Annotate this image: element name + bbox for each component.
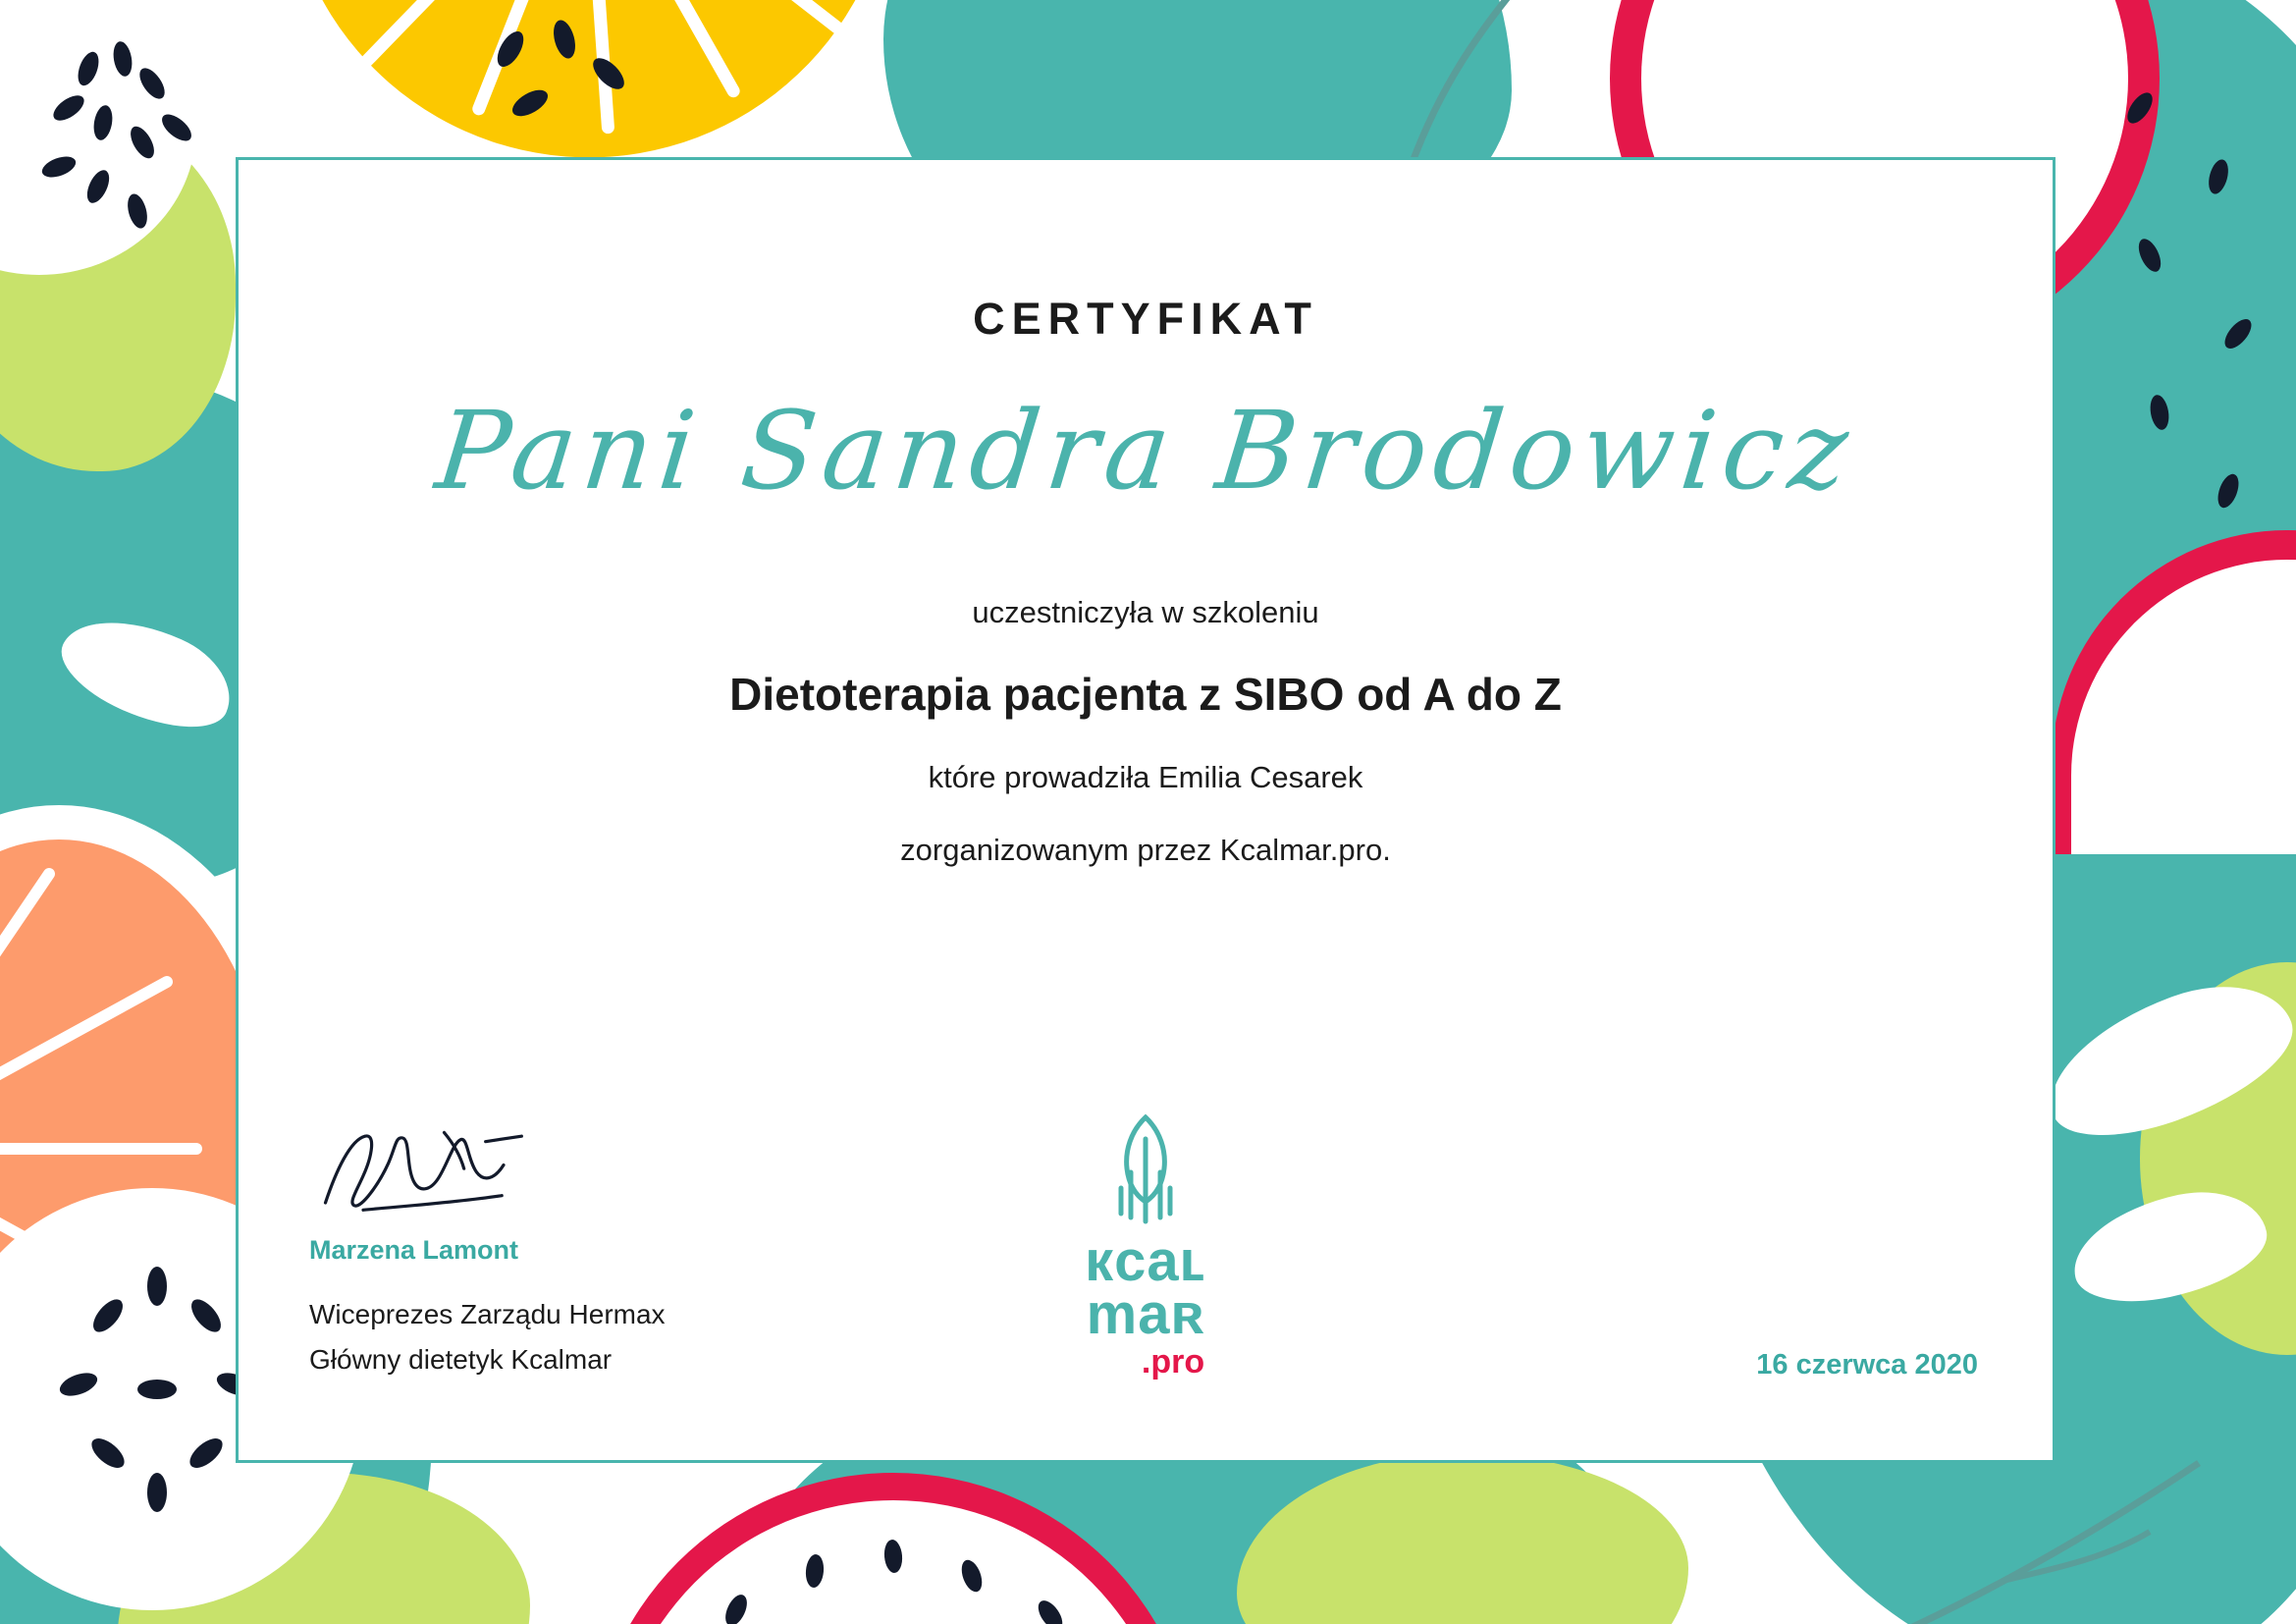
certificate-card	[236, 157, 2056, 1463]
certificate-card-inner	[239, 160, 2053, 1460]
kcalmar-logo-suffix: .pro	[1141, 1343, 1205, 1380]
participation-line: uczestniczyła w szkoleniu	[972, 595, 1319, 629]
course-title: Dietoterapia pacjenta z SIBO od A do Z	[729, 669, 1562, 720]
trainer-line: które prowadziła Emilia Cesarek	[928, 760, 1363, 794]
recipient-name: Pani Sandra Brodowicz	[430, 388, 1861, 514]
kcalmar-logo-line-2: maʀ	[1086, 1281, 1205, 1346]
organizer-line: zorganizowanym przez Kcalmar.pro.	[900, 833, 1391, 867]
kcalmar-logo-mark-icon	[1092, 1111, 1200, 1229]
stem-line-bottom-icon	[1885, 1453, 2209, 1624]
lemon-seeds-icon	[471, 20, 648, 137]
watermelon-seeds-top-right-icon	[2081, 59, 2296, 550]
signature-block	[309, 1116, 918, 1389]
signer-role-line-2: Główny dietetyk Kcalmar	[309, 1344, 613, 1375]
certificate-date: 16 czerwca 2020	[1756, 1349, 1978, 1380]
kcalmar-logo	[1018, 1111, 1273, 1381]
watermelon-seeds-bottom-icon	[667, 1532, 1119, 1624]
signer-role-line-1: Wiceprezes Zarządu Hermax	[309, 1299, 666, 1329]
kcalmar-logo-line-1: кcaʟ	[1085, 1228, 1206, 1293]
handwritten-signature-icon	[309, 1116, 579, 1224]
certificate-title: CERTYFIKAT	[973, 294, 1318, 344]
kiwi-seeds-icon	[29, 29, 206, 255]
signer-name: Marzena Lamont	[309, 1235, 519, 1265]
